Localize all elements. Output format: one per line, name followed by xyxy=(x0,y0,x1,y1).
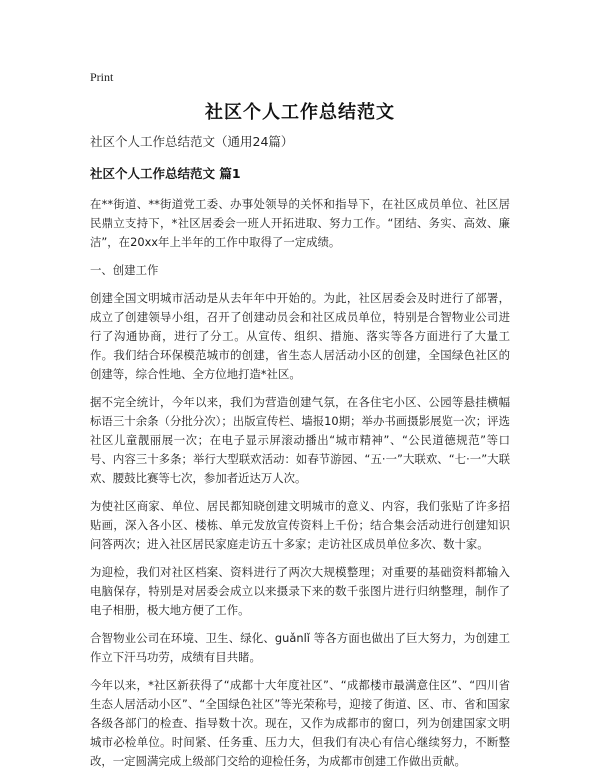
paragraph: 据不完全统计，今年以来，我们为营造创建气氛，在各住宅小区、公园等悬挂横幅标语三十余条（分批分次）；出版宣传栏、墙报10期；举办书画摄影展览一次；评选社区儿童靓丽展一次；在电子显示屏滚动播出“城市精神”、“公民道德规范”等口号、内容三十多条；举行大型联欢活动：如春节游园、“五·一”大联欢、“七·一”大联欢、腰鼓比赛等七次，参加者近达万人次。 xyxy=(90,395,510,485)
sub-heading-creation-work: 一、创建工作 xyxy=(90,263,159,277)
article-body xyxy=(90,133,510,780)
page-title: 社区个人工作总结范文 xyxy=(205,102,395,123)
paragraph: 为迎检，我们对社区档案、资料进行了两次大规模整理；对重要的基础资料都输入电脑保存，特别是对居委会成立以来摄录下来的数千张图片进行归纳整理，制作了电子相册，极大地方便了工作。 xyxy=(90,565,510,617)
paragraph: 今年以来，*社区新获得了“成都十大年度社区”、“成都楼市最满意住区”、“四川省生态人居活动小区”、“全国绿色社区”等光荣称号，迎接了街道、区、市、省和国家各级各部门的检查、指导数十次。现在，又作为成都市的窗口，列为创建国家文明城市必检单位。时间紧、任务重、压力大，但我们有决心有信心继续努力，不断整改，一定圆满完成上级部门交给的迎检任务，为成都市创建工作做出贡献。 xyxy=(90,678,510,768)
print-link[interactable]: Print xyxy=(90,70,114,84)
article-subtitle: 社区个人工作总结范文（通用24篇） xyxy=(90,134,294,149)
paragraph: 合智物业公司在环境、卫生、绿化、guǎnlǐ 等各方面也做出了巨大努力，为创建工作立下汗马功劳，成绩有目共睹。 xyxy=(90,631,510,664)
intro-paragraph: 在**街道、**街道党工委、办事处领导的关怀和指导下，在社区成员单位、社区居民鼎立支持下，*社区居委会一班人开拓进取、努力工作。“团结、务实、高效、廉洁”，在20xx年上半年的工作中取得了一定成绩。 xyxy=(90,197,510,249)
paragraph: 为使社区商家、单位、居民都知晓创建文明城市的意义、内容，我们张贴了许多招贴画，深入各小区、楼栋、单元发放宣传资料上千份；结合集会活动进行创建知识问答两次；进入社区居民家庭走访五十多家；走访社区成员单位多次、数十家。 xyxy=(90,499,510,551)
paragraph: 创建全国文明城市活动是从去年年中开始的。为此，社区居委会及时进行了部署，成立了创建领导小组，召开了创建动员会和社区成员单位，特别是合智物业公司进行了沟通协商，进行了分工。从宣传、组织、措施、落实等各方面进行了大量工作。我们结合环保模范城市的创建，省生态人居活动小区的创建，全国绿色社区的创建等，综合性地、全方位地打造*社区。 xyxy=(90,291,510,381)
section-heading: 社区个人工作总结范文 篇1 xyxy=(90,166,241,181)
